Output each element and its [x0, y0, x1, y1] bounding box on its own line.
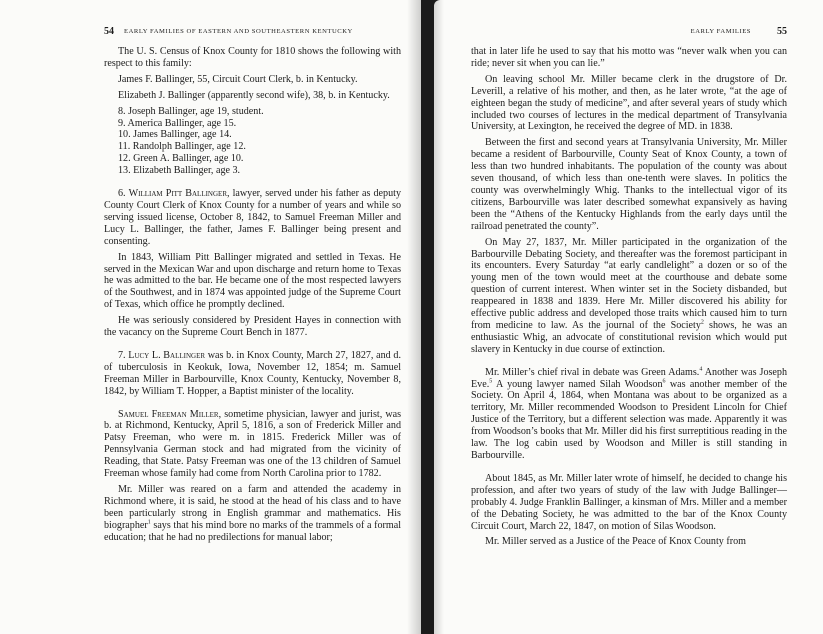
paragraph-lucy-ballinger [104, 350, 401, 398]
paragraph: Mr. Miller was reared on a farm and attended the academy in Richmond where, it is said, he stood at the head of his class and to have been particularly strong in English grammar and mathematics. His biographer$^1$ says that his mind bore no marks of the trammels of a formal education; that he had no predilections for manual labor; [104, 484, 401, 543]
paragraph-text: sometime physician, lawyer and jurist, was b. at Richmond, Kentucky, April 5, 1816, a son of Frederick Miller and Patsy Freeman, who were m. in 1815. Frederick Miller was of Pennsylvania German stock and had migrated from the vicinity of Reading, that State. Patsy Freeman was one of the 13 children of Samuel Freeman whose family had come from North Carolina prior to 1782. [104, 408, 402, 480]
page-number: 54 [104, 26, 114, 37]
page-number: 55 [777, 26, 787, 37]
person-name: Samuel Freeman Miller, [118, 408, 222, 420]
paragraph: Between the first and second years at Transylvania University, Mr. Miller became a resident of Barbourville, County Seat of Knox County, a town of less than two hundred inhabitants. The population of the county was about seven thousand, of which less than one-tenth were slaves. In politics the county was overwhelmingly Whig. Thanks to the intellectual vigor of its citizens, Barbourville was later described somewhat expansively as having been the “Athens of the Kentucky Highlands from the early days until the railroad penetrated the county”. [471, 137, 787, 232]
census-entry: James F. Ballinger, 55, Circuit Court Clerk, b. in Kentucky. [118, 73, 358, 85]
paragraph-samuel-freeman-miller [104, 409, 401, 480]
list-item: 13. Elizabeth Ballinger, age 3. [118, 165, 241, 177]
paragraph: In 1843, William Pitt Ballinger migrated and settled in Texas. He served in the Mexican War and upon discharge and return home to Texas he was admitted to the bar. He became one of the most respected lawyers of the Southwest, and in 1874 was appointed judge of the Supreme Court of Texas, which office he promptly declined. [104, 251, 401, 311]
running-head [471, 28, 787, 46]
paragraph-text: lawyer, served under his father as deputy County Court Clerk of Knox County for a number of years and while so serving issued license, October 8, 1842, to Samuel Freeman Miller and Lucy L. Ballinger, the father, James F. Ballinger being present and consenting. [104, 188, 401, 247]
right-page [434, 0, 823, 634]
running-title: EARLY FAMILIES [690, 28, 751, 35]
paragraph: On May 27, 1837, Mr. Miller participated in the organization of the Barbourville Debating Society, and thereafter was the foremost participant in its encounters. Every Saturday “at early candlelight” a dozen or so of the young men of the town would meet at the courthouse and debate some question of current interest. When winter set in the Society disbanded, but reappeared in 1838 and 1839. Here Mr. Miller discovered his ability for effective public address and developed those traits which caused him to turn from medicine to law. As the journal of the Society$^2$ shows, he was an enthusiastic Whig, an advocate of constitutional revision which would put slavery in Kentucky in due course of extinction. [471, 236, 787, 355]
footnote-ref: 4 [699, 366, 703, 373]
gutter-shadow [434, 0, 444, 634]
entry-number: 7. [118, 349, 126, 361]
paragraph-william-pitt-ballinger [104, 188, 401, 248]
footnote-ref: 6 [662, 378, 666, 385]
paragraph-text: was b. in Knox County, March 27, 1827, and d. of tuberculosis in Keokuk, Iowa, November 12, 1854; m. Samuel Freeman Miller in Barbourville, Knox County, Kentucky, November 8, 1842, by William T. Hopper, a Baptist minister of the locality. [104, 349, 401, 397]
footnote-ref: 1 [147, 519, 151, 526]
paragraph: that in later life he used to say that his motto was “never walk when you can ride; never sit when you can lie.” [471, 46, 787, 69]
person-name: William Pitt Ballinger, [128, 188, 230, 200]
census-entry: Elizabeth J. Ballinger (apparently second wife), 38, b. in Kentucky. [118, 89, 390, 101]
running-head [104, 28, 401, 46]
paragraph: Mr. Miller served as a Justice of the Peace of Knox County from [485, 536, 746, 548]
footnote-ref: 5 [489, 378, 493, 385]
footnote-ref: 2 [700, 319, 704, 326]
list-item: 9. America Ballinger, age 15. [118, 117, 237, 129]
gutter-shadow [407, 0, 421, 634]
person-name: Lucy L. Ballinger [128, 349, 206, 361]
list-item: 8. Joseph Ballinger, age 19, student. [118, 105, 264, 117]
census-intro: The U. S. Census of Knox County for 1810 shows the following with respect to this family: [104, 46, 401, 69]
paragraph: On leaving school Mr. Miller became clerk in the drugstore of Dr. Leverill, a relative of his mother, and then, as he later wrote, “at the age of eighteen began the study of medicine”, and after several years of study which included two courses of lectures in the medical department of Transylvania University, at Lexington, he received the degree of MD. in 1838. [471, 73, 787, 133]
paragraph: About 1845, as Mr. Miller later wrote of himself, he decided to change his profession, and after two years of study of the law with Judge Ballinger—probably 4. Judge Franklin Ballinger, a kinsman of Mrs. Miller and a member of the Debating Society, he was admitted to the bar of the Knox County Circuit Court, March 22, 1847, on motion of Silas Woodson. [471, 472, 787, 532]
paragraph: Mr. Miller’s chief rival in debate was Green Adams.$^4$ Another was Joseph Eve.$^5$ A young lawyer named Silah Woodson$^6$ was another member of the Society. On April 4, 1864, when Montana was about to be organized as a territory, Mr. Miller recommended Woodson to President Lincoln for Chief Justice of the Territory, but a different selection was made. Apparently it was from Woodson’s books that Mr. Miller did his first surreptitious reading in the law. The log cabin used by Woodson and Miller is still standing in Barbourville. [471, 366, 788, 461]
list-item: 11. Randolph Ballinger, age 12. [118, 141, 246, 153]
list-item: 12. Green A. Ballinger, age 10. [118, 153, 244, 165]
paragraph: He was seriously considered by President Hayes in connection with the vacancy on the Supreme Court Bench in 1877. [104, 315, 401, 339]
running-title: EARLY FAMILIES OF EASTERN AND SOUTHEASTERN KENTUCKY [124, 28, 353, 35]
list-item: 10. James Ballinger, age 14. [118, 129, 232, 141]
entry-number: 6. [118, 188, 126, 200]
